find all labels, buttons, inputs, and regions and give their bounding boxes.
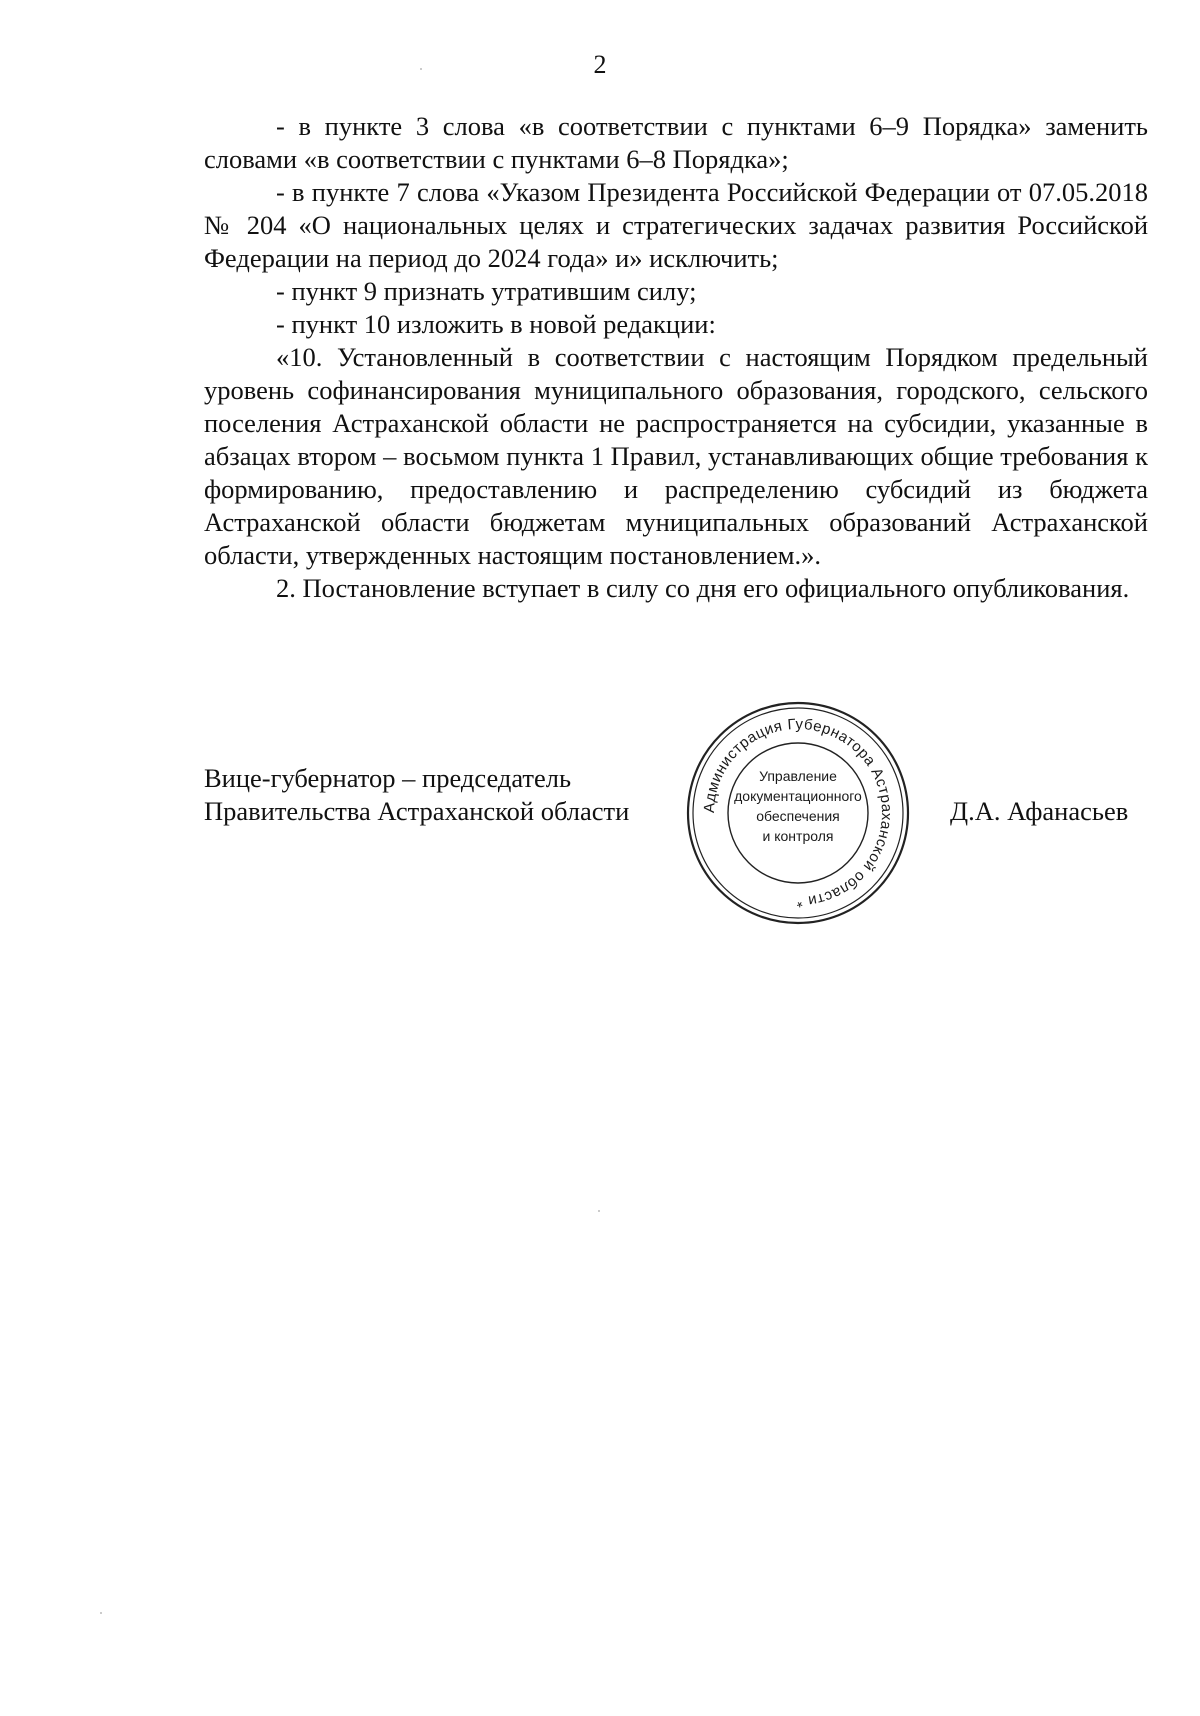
paragraph-item-3-change: - в пункте 3 слова «в соответствии с пунктами 6–9 Порядка» заменить словами «в соответствии с пунктами 6–8 Порядка»; xyxy=(204,111,1148,174)
paragraph-item-10-text: «10. Установленный в соответствии с настоящим Порядком предельный уровень софинансирования муниципального образования, городского, сельского поселения Астраханской области не распространяется на субсидии, указанные в абзацах втором – восьмом пункта 1 Правил, устанавливающих общие требования к формированию, предоставлению и распределению субсидий из бюджета Астраханской области бюджетам муниципальных образований Астраханской области, утвержденных настоящим постановлением.». xyxy=(204,342,1148,570)
page-number: 2 xyxy=(593,50,607,79)
scan-speck xyxy=(598,1210,600,1212)
paragraph-effective-date: 2. Постановление вступает в силу со дня его официального опубликования. xyxy=(276,573,1130,603)
scan-speck xyxy=(100,1612,102,1614)
seal-center-text xyxy=(723,766,873,846)
seal-center-line: Управление xyxy=(759,768,837,784)
official-seal-stamp xyxy=(683,698,913,928)
signatory-position-line2: Правительства Астраханской области xyxy=(204,796,630,826)
scan-speck xyxy=(420,68,422,70)
paragraph-item-9-repeal: - пункт 9 признать утратившим силу; xyxy=(276,276,697,306)
seal-center-line: и контроля xyxy=(762,828,834,844)
signatory-position xyxy=(204,762,629,828)
paragraph-item-7-change: - в пункте 7 слова «Указом Президента Российской Федерации от 07.05.2018 № 204 «О национальных целях и стратегических задачах развития Российской Федерации на период до 2024 года» и» исключить; xyxy=(204,177,1148,273)
signatory-position-line1: Вице-губернатор – председатель xyxy=(204,763,572,793)
paragraph-item-10-intro: - пункт 10 изложить в новой редакции: xyxy=(276,309,716,339)
seal-ring-text: Администрация Губернатора Астраханской области * xyxy=(700,715,896,911)
document-body xyxy=(204,110,1148,605)
signatory-name: Д.А. Афанасьев xyxy=(950,796,1129,826)
seal-center-line: документационного xyxy=(734,788,862,804)
seal-center-line: обеспечения xyxy=(756,808,840,824)
